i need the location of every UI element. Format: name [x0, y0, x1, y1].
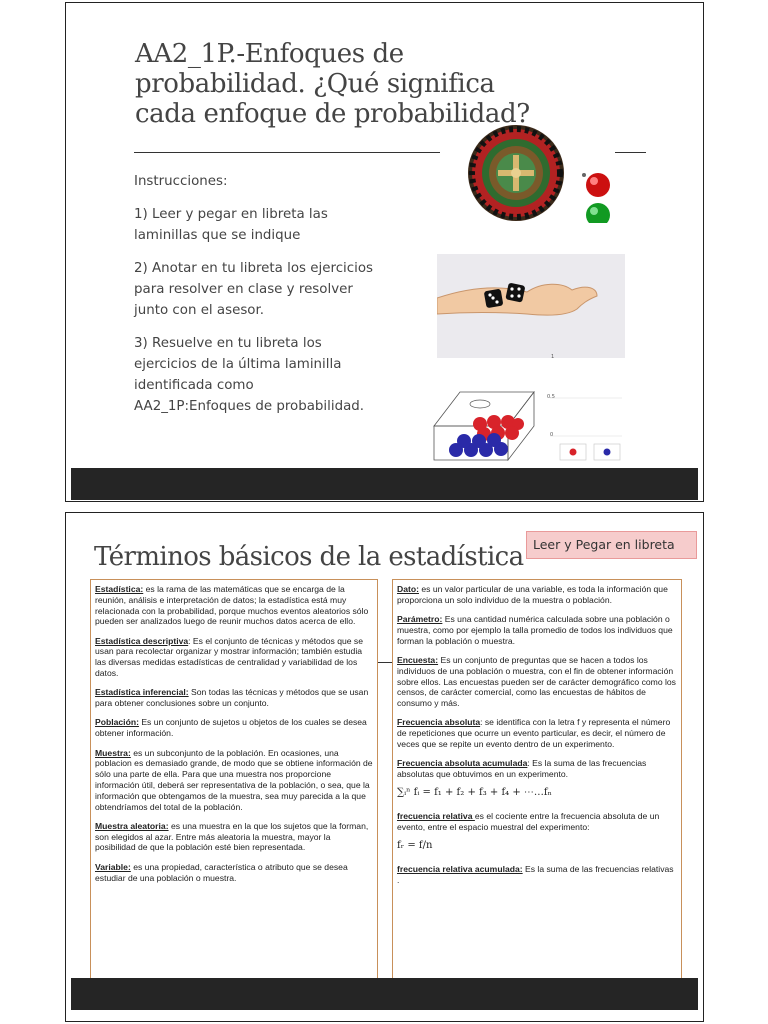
formula-sum-frequencies: ∑ᵢⁿ fᵢ = f₁ + f₂ + f₃ + f₄ + ⋯…fₙ: [397, 787, 552, 799]
definition-frecuencia-relativa-acumulada: frecuencia relativa acumulada: Es la suma de las frecuencias relativas .: [397, 864, 674, 885]
title-underline-left: [134, 152, 440, 153]
definition-muestra-aleatoria: Muestra aleatoria: es una muestra en la que los sujetos que la forman, son elegidos al azar. Entre más aleatoria la muestra, mayor la posibilidad de que la población esté bien representada.: [95, 820, 369, 853]
instructions-heading: Instrucciones:: [134, 174, 228, 189]
right-definitions-column: [392, 579, 682, 979]
slide-2-footer-bar: [71, 978, 698, 1010]
slide-1: [65, 2, 704, 502]
definition-frecuencia-absoluta-acumulada: Frecuencia absoluta acumulada: Es la suma de las frecuencias absolutas que obtuvimos en un experimento.: [397, 758, 647, 780]
slide-2: [65, 512, 704, 1022]
instruction-1: 1) Leer y pegar en libreta las laminillas que se indique: [134, 207, 328, 243]
instruction-3: 3) Resuelve en tu libreta los ejercicios de la última laminilla identificada como AA2_1P:Enfoques de probabilidad.: [134, 336, 365, 414]
axis-tick-bottom: 0: [550, 432, 554, 438]
instructions: [134, 171, 374, 429]
roulette-image: [456, 123, 646, 223]
slide-2-title: Términos básicos de la estadística: [94, 542, 524, 572]
definition-muestra: Muestra: es un subconjunto de la población. En ocasiones, una poblacion es demasiado grande, de modo que se obtiene información de sólo una parte de ella. Para que una muestra nos proporcione información útil, deberá ser representativa de la población, o sea, que la información que obtengamos de la muestra, sea muy parecida a la que obtendríamos del total de la población.: [95, 747, 373, 812]
small-tick-label: 1: [551, 354, 555, 360]
column-connector-line: [378, 662, 392, 663]
definition-estadistica-descriptiva: Estadística descriptiva: Es el conjunto de técnicas y métodos que se usan para recolectar organizar y mostrar información; también estudia las diversas medidas estadísticas de centralidad y variabilidad de los datos.: [95, 635, 363, 679]
definition-encuesta: Encuesta: Es un conjunto de preguntas que se hacen a todos los individuos de una población o muestra, con el fin de obtener información sobre ellos. Las encuestas pueden ser de carácter demográfico como los censos, de carácter comercial, como las encuestas de hábitos de consumo y más.: [397, 654, 676, 709]
definition-estadistica: Estadística: es la rama de las matemáticas que se encarga de la reunión, análisis e interpretación de datos; la estadística está muy relacionada con la probabilidad, porque muchos eventos aleatorios sólo pueden ser analizados luego de reunir muchos datos acerca de ello.: [95, 584, 369, 627]
formula-relative-frequency: fᵣ = f/n: [397, 840, 433, 852]
slide-1-title: AA2_1P.-Enfoques de probabilidad. ¿Qué significa cada enfoque de probabilidad?: [135, 39, 530, 129]
definition-parametro: Parámetro: Es una cantidad numérica calculada sobre una población o muestra, como por ejemplo la talla promedio de todos los individuos que forman la población o muestra.: [397, 614, 673, 646]
hand-dice-image: [437, 254, 625, 358]
balls-box-image: [432, 388, 632, 468]
instruction-2: 2) Anotar en tu libreta los ejercicios para resolver en clase y resolver junto con el asesor.: [134, 261, 374, 318]
definition-variable: Variable: es una propiedad, característica o atributo que se desea estudiar de una población o muestra.: [95, 861, 348, 883]
definition-dato: Dato: es un valor particular de una variable, es toda la información que proporciona un solo individuo de la muestra o población.: [397, 584, 668, 605]
definition-frecuencia-absoluta: Frecuencia absoluta: se identifica con la letra f y representa el número de repeticiones que ocurre un evento particular, es decir, el número de veces que se repite un evento dentro de un experimento.: [397, 717, 671, 750]
definition-frecuencia-relativa: frecuencia relativa es el cociente entre la frecuencia absoluta de un evento, entre el espacio muestral del experimento:: [397, 811, 660, 833]
definition-poblacion: Población: Es un conjunto de sujetos u objetos de los cuales se desea obtener información.: [95, 717, 367, 739]
read-and-paste-tag: Leer y Pegar en libreta: [526, 531, 697, 559]
axis-tick-top: 0.5: [547, 394, 555, 400]
slide-1-footer-bar: [71, 468, 698, 500]
left-definitions-column: [90, 579, 378, 979]
definition-estadistica-inferencial: Estadística inferencial: Son todas las técnicas y métodos que se usan para obtener conclusiones sobre un conjunto.: [95, 687, 369, 709]
